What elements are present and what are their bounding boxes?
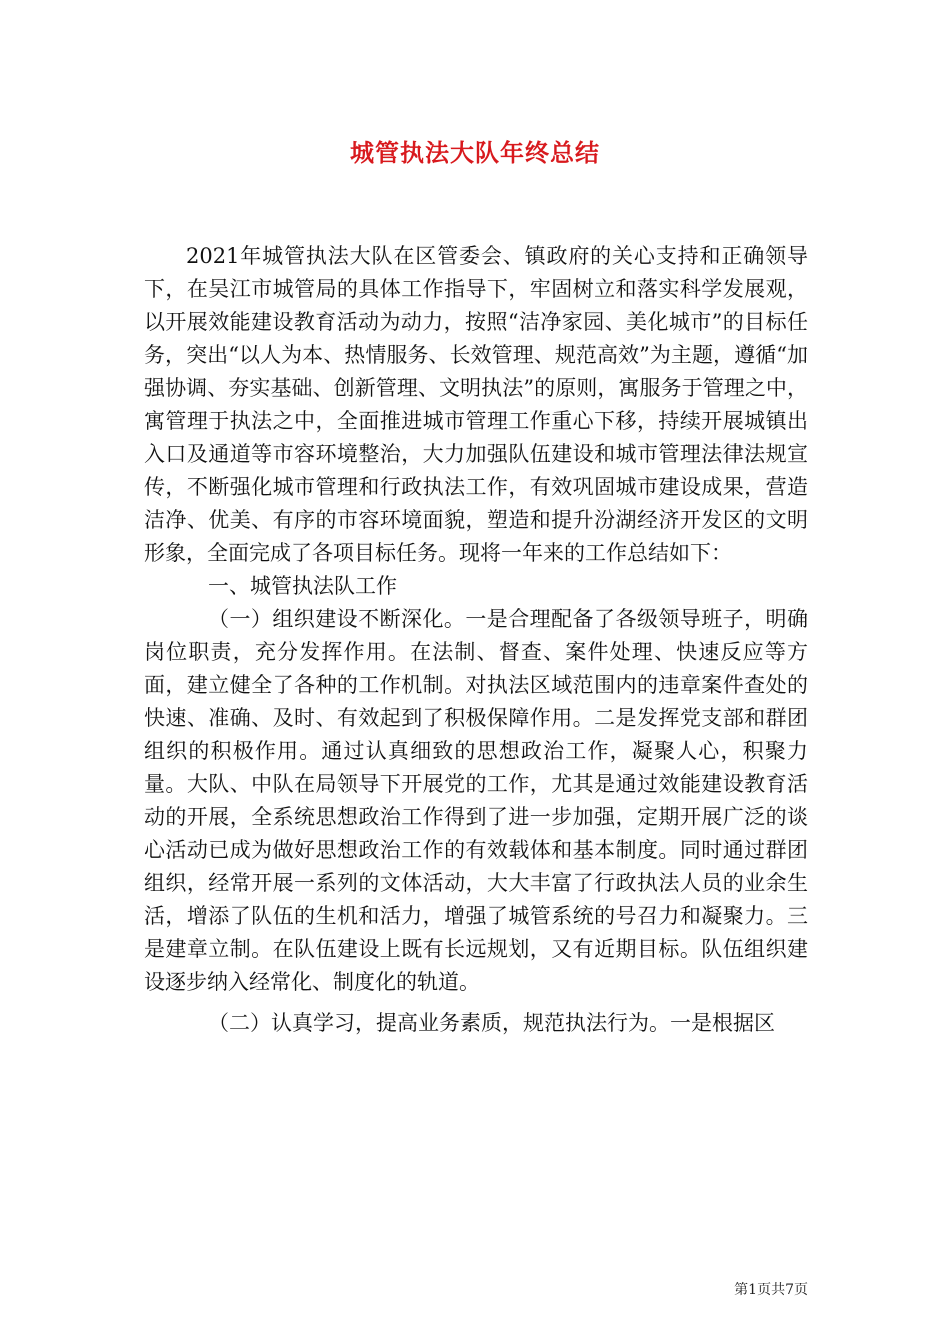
intro-paragraph: 2021年城管执法大队在区管委会、镇政府的关心支持和正确领导下，在吴江市城管局的具体工作指导下，牢固树立和落实科学发展观，以开展效能建设教育活动为动力，按照“洁净家园、美化城市”的目标任务，突出“以人为本、热情服务、长效管理、规范高效”为主题，遵循“加强协调、夯实基础、创新管理、文明执法”的原则，寓服务于管理之中，寓管理于执法之中，全面推进城市管理工作重心下移，持续开展城镇出入口及通道等市容环境整治，大力加强队伍建设和城市管理法律法规宣传，不断强化城市管理和行政执法工作，有效巩固城市建设成果，营造洁净、优美、有序的市容环境面貌，塑造和提升汾湖经济开发区的文明形象，全面完成了各项目标任务。现将一年来的工作总结如下： xyxy=(144,244,808,565)
document-body xyxy=(144,240,808,1040)
page-number: 第1页共7页 xyxy=(734,1282,808,1298)
section-heading: 一、城管执法队工作 xyxy=(208,574,397,598)
subsection-paragraph-1: （一）组织建设不断深化。一是合理配备了各级领导班子，明确岗位职责，充分发挥作用。在法制、督查、案件处理、快速反应等方面，建立健全了各种的工作机制。对执法区域范围内的违章案件查处的快速、准确、及时、有效起到了积极保障作用。二是发挥党支部和群团组织的积极作用。通过认真细致的思想政治工作，凝聚人心，积聚力量。大队、中队在局领导下开展党的工作，尤其是通过效能建设教育活动的开展，全系统思想政治工作得到了进一步加强，定期开展广泛的谈心活动已成为做好思想政治工作的有效载体和基本制度。同时通过群团组织，经常开展一系列的文体活动，大大丰富了行政执法人员的业余生活，增添了队伍的生机和活力，增强了城管系统的号召力和凝聚力。三是建章立制。在队伍建设上既有长远规划，又有近期目标。队伍组织建设逐步纳入经常化、制度化的轨道。 xyxy=(144,607,808,994)
document-title: 城管执法大队年终总结 xyxy=(350,138,600,167)
subsection-paragraph-2: （二）认真学习，提高业务素质，规范执法行为。一是根据区 xyxy=(208,1011,775,1035)
